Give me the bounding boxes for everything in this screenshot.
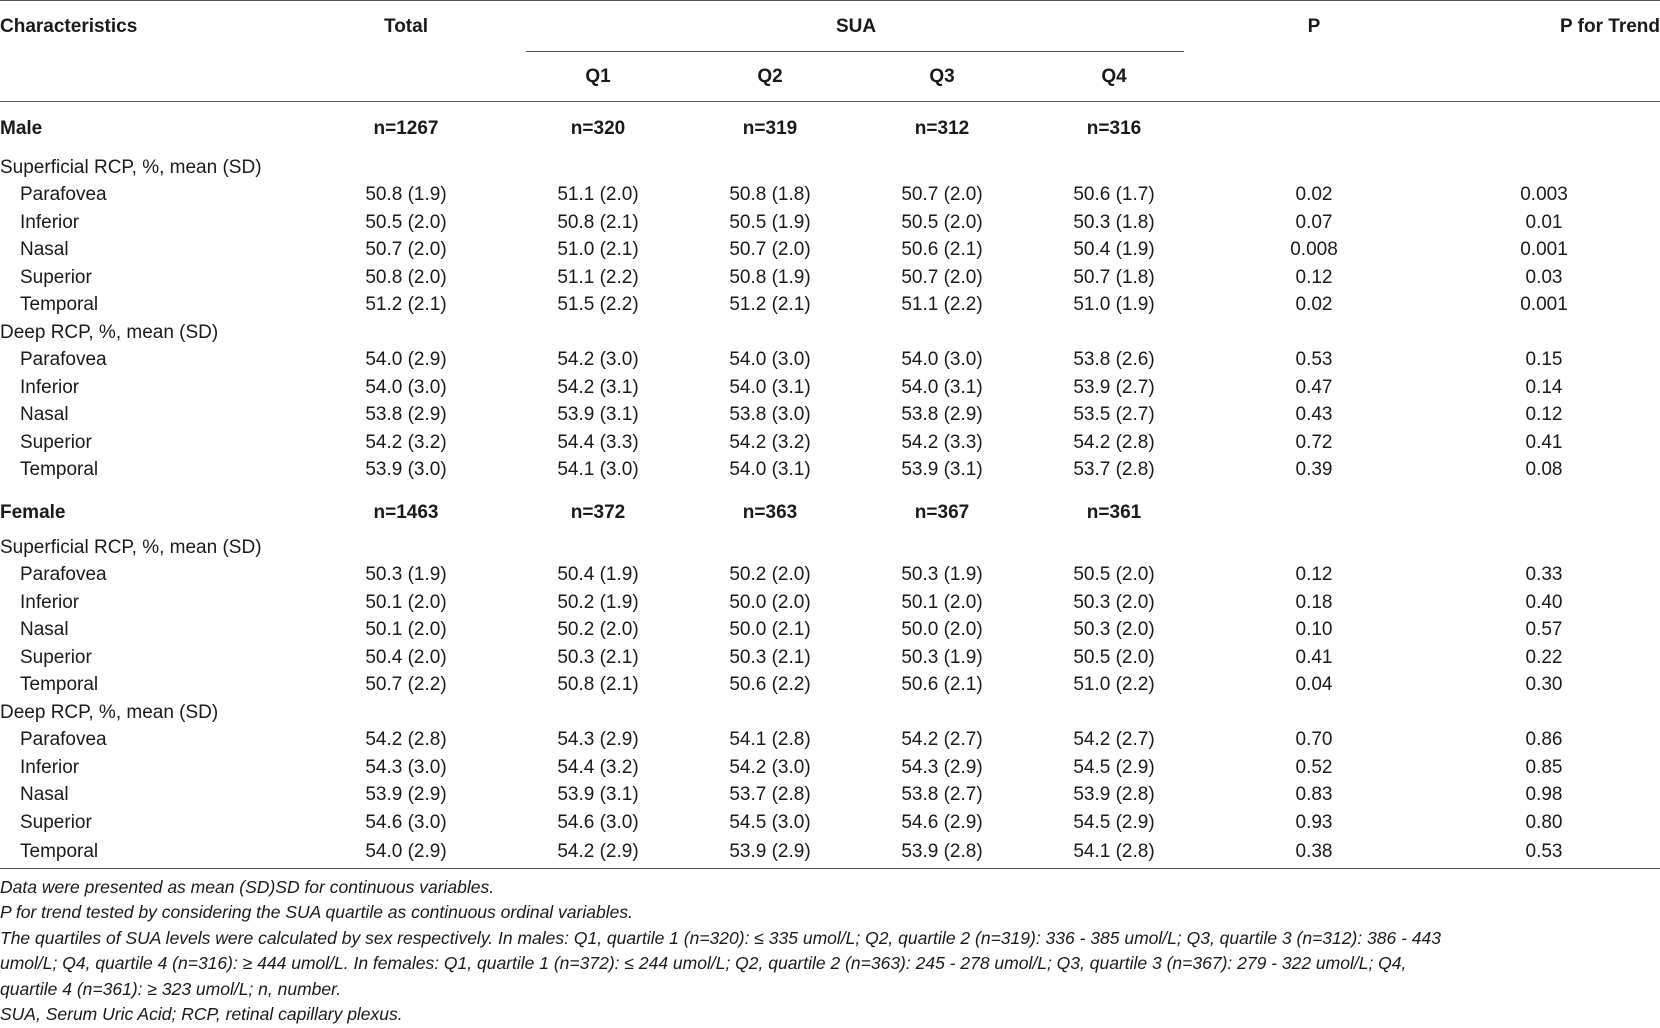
q4-cell: 50.6 (1.7) <box>1028 182 1200 210</box>
header-q3: Q3 <box>856 52 1028 102</box>
row-label: Superior <box>0 644 300 672</box>
empty-cell <box>1028 534 1200 562</box>
table-row <box>0 292 1660 320</box>
q1-cell: 50.2 (2.0) <box>512 617 684 645</box>
empty-cell <box>512 319 684 347</box>
total-cell: 50.8 (2.0) <box>300 264 512 292</box>
header-characteristics: Characteristics <box>0 1 300 53</box>
q4-cell: 53.9 (2.7) <box>1028 374 1200 402</box>
total-cell: 53.8 (2.9) <box>300 402 512 430</box>
q4-cell: 54.2 (2.7) <box>1028 727 1200 755</box>
table-notes <box>0 869 1460 1028</box>
p-trend-cell: 0.41 <box>1428 429 1660 457</box>
p-trend-cell: 0.53 <box>1428 837 1660 869</box>
table-row <box>0 589 1660 617</box>
header-blank <box>300 52 512 102</box>
q2-cell: 51.2 (2.1) <box>684 292 856 320</box>
group-row <box>0 484 1660 534</box>
total-cell: 54.0 (2.9) <box>300 347 512 375</box>
table-row <box>0 644 1660 672</box>
total-cell: 50.7 (2.2) <box>300 672 512 700</box>
row-label: Inferior <box>0 209 300 237</box>
q3-cell: 50.6 (2.1) <box>856 237 1028 265</box>
p-value-cell: 0.38 <box>1200 837 1428 869</box>
note-line: SUA, Serum Uric Acid; RCP, retinal capillary plexus. <box>0 1002 1460 1028</box>
group-total-n: n=1267 <box>300 102 512 155</box>
row-label: Nasal <box>0 617 300 645</box>
q1-cell: 53.9 (3.1) <box>512 402 684 430</box>
q3-cell: 54.2 (2.7) <box>856 727 1028 755</box>
q4-cell: 54.5 (2.9) <box>1028 754 1200 782</box>
q3-cell: 53.9 (3.1) <box>856 457 1028 485</box>
q2-cell: 50.3 (2.1) <box>684 644 856 672</box>
q1-cell: 51.0 (2.1) <box>512 237 684 265</box>
header-blank <box>1428 52 1660 102</box>
q2-cell: 54.5 (3.0) <box>684 809 856 837</box>
q1-cell: 54.3 (2.9) <box>512 727 684 755</box>
p-value-cell: 0.07 <box>1200 209 1428 237</box>
total-cell: 54.3 (3.0) <box>300 754 512 782</box>
q2-cell: 50.6 (2.2) <box>684 672 856 700</box>
q4-cell: 50.3 (2.0) <box>1028 617 1200 645</box>
table-row <box>0 264 1660 292</box>
q1-cell: 54.2 (2.9) <box>512 837 684 869</box>
group-q4-n: n=316 <box>1028 102 1200 155</box>
p-value-cell: 0.39 <box>1200 457 1428 485</box>
row-label: Inferior <box>0 754 300 782</box>
section-label: Superficial RCP, %, mean (SD) <box>0 534 512 562</box>
table-row <box>0 837 1660 869</box>
q1-cell: 50.3 (2.1) <box>512 644 684 672</box>
q4-cell: 50.7 (1.8) <box>1028 264 1200 292</box>
header-total: Total <box>300 1 512 53</box>
header-p: P <box>1200 1 1428 53</box>
q3-cell: 50.3 (1.9) <box>856 562 1028 590</box>
empty-cell <box>856 154 1028 182</box>
total-cell: 50.5 (2.0) <box>300 209 512 237</box>
q4-cell: 54.2 (2.8) <box>1028 429 1200 457</box>
q2-cell: 50.7 (2.0) <box>684 237 856 265</box>
table-row <box>0 182 1660 210</box>
q4-cell: 54.1 (2.8) <box>1028 837 1200 869</box>
p-value-cell: 0.70 <box>1200 727 1428 755</box>
empty-cell <box>684 699 856 727</box>
empty-cell <box>1200 699 1428 727</box>
q3-cell: 54.3 (2.9) <box>856 754 1028 782</box>
total-cell: 50.4 (2.0) <box>300 644 512 672</box>
q1-cell: 50.4 (1.9) <box>512 562 684 590</box>
q1-cell: 54.2 (3.0) <box>512 347 684 375</box>
row-label: Parafovea <box>0 727 300 755</box>
q2-cell: 50.8 (1.8) <box>684 182 856 210</box>
p-trend-cell: 0.12 <box>1428 402 1660 430</box>
group-q3-n: n=312 <box>856 102 1028 155</box>
q2-cell: 54.0 (3.0) <box>684 347 856 375</box>
section-row <box>0 699 1660 727</box>
p-value-cell: 0.52 <box>1200 754 1428 782</box>
table-row <box>0 402 1660 430</box>
p-trend-cell: 0.30 <box>1428 672 1660 700</box>
empty-cell <box>1200 534 1428 562</box>
p-trend-cell: 0.03 <box>1428 264 1660 292</box>
empty-cell <box>684 319 856 347</box>
q3-cell: 51.1 (2.2) <box>856 292 1028 320</box>
q4-cell: 54.5 (2.9) <box>1028 809 1200 837</box>
q2-cell: 54.1 (2.8) <box>684 727 856 755</box>
table-row <box>0 374 1660 402</box>
p-trend-cell: 0.14 <box>1428 374 1660 402</box>
table-header <box>0 1 1660 102</box>
q1-cell: 50.8 (2.1) <box>512 209 684 237</box>
p-value-cell: 0.04 <box>1200 672 1428 700</box>
q3-cell: 54.2 (3.3) <box>856 429 1028 457</box>
table-row <box>0 782 1660 810</box>
empty-cell <box>1028 699 1200 727</box>
empty-cell <box>1428 102 1660 155</box>
p-trend-cell: 0.85 <box>1428 754 1660 782</box>
q1-cell: 51.1 (2.0) <box>512 182 684 210</box>
empty-cell <box>1428 484 1660 534</box>
q2-cell: 53.8 (3.0) <box>684 402 856 430</box>
p-value-cell: 0.43 <box>1200 402 1428 430</box>
header-sua <box>512 1 1200 53</box>
p-value-cell: 0.12 <box>1200 562 1428 590</box>
empty-cell <box>512 699 684 727</box>
empty-cell <box>1200 319 1428 347</box>
p-value-cell: 0.18 <box>1200 589 1428 617</box>
section-label: Deep RCP, %, mean (SD) <box>0 699 512 727</box>
group-total-n: n=1463 <box>300 484 512 534</box>
p-value-cell: 0.12 <box>1200 264 1428 292</box>
p-trend-cell: 0.08 <box>1428 457 1660 485</box>
q1-cell: 54.6 (3.0) <box>512 809 684 837</box>
empty-cell <box>1428 154 1660 182</box>
p-value-cell: 0.93 <box>1200 809 1428 837</box>
q3-cell: 53.8 (2.9) <box>856 402 1028 430</box>
group-q2-n: n=363 <box>684 484 856 534</box>
q1-cell: 50.8 (2.1) <box>512 672 684 700</box>
empty-cell <box>512 534 684 562</box>
row-label: Parafovea <box>0 562 300 590</box>
total-cell: 53.9 (3.0) <box>300 457 512 485</box>
q4-cell: 53.5 (2.7) <box>1028 402 1200 430</box>
total-cell: 54.0 (2.9) <box>300 837 512 869</box>
q2-cell: 54.0 (3.1) <box>684 374 856 402</box>
q4-cell: 50.3 (2.0) <box>1028 589 1200 617</box>
q3-cell: 53.9 (2.8) <box>856 837 1028 869</box>
q3-cell: 54.6 (2.9) <box>856 809 1028 837</box>
q1-cell: 54.4 (3.3) <box>512 429 684 457</box>
q3-cell: 50.6 (2.1) <box>856 672 1028 700</box>
q4-cell: 51.0 (1.9) <box>1028 292 1200 320</box>
header-sua-label: SUA <box>836 16 876 37</box>
row-label: Inferior <box>0 374 300 402</box>
row-label: Temporal <box>0 837 300 869</box>
p-value-cell: 0.72 <box>1200 429 1428 457</box>
total-cell: 53.9 (2.9) <box>300 782 512 810</box>
total-cell: 54.2 (2.8) <box>300 727 512 755</box>
q4-cell: 53.7 (2.8) <box>1028 457 1200 485</box>
total-cell: 50.8 (1.9) <box>300 182 512 210</box>
p-value-cell: 0.47 <box>1200 374 1428 402</box>
note-line: P for trend tested by considering the SUA quartile as continuous ordinal variables. <box>0 900 1460 926</box>
p-value-cell: 0.008 <box>1200 237 1428 265</box>
q3-cell: 50.1 (2.0) <box>856 589 1028 617</box>
total-cell: 50.1 (2.0) <box>300 617 512 645</box>
empty-cell <box>856 319 1028 347</box>
q3-cell: 50.7 (2.0) <box>856 264 1028 292</box>
table-row <box>0 457 1660 485</box>
q3-cell: 50.7 (2.0) <box>856 182 1028 210</box>
table-row <box>0 209 1660 237</box>
group-q2-n: n=319 <box>684 102 856 155</box>
row-label: Nasal <box>0 237 300 265</box>
table-row <box>0 562 1660 590</box>
q3-cell: 54.0 (3.0) <box>856 347 1028 375</box>
q4-cell: 50.3 (1.8) <box>1028 209 1200 237</box>
group-q1-n: n=320 <box>512 102 684 155</box>
header-q1: Q1 <box>512 52 684 102</box>
empty-cell <box>1028 154 1200 182</box>
row-label: Superior <box>0 809 300 837</box>
note-line: The quartiles of SUA levels were calculated by sex respectively. In males: Q1, quartile 1 (n=320): ≤ 335 umol/L; Q2, quartile 2 (n=319): 336 - 385 umol/L; Q3, quartile 3 (n=312): 386 - 443 umol/L; Q4, quartile 4 (n=316): ≥ 444 umol/L. In females: Q1, quartile 1 (n=372): ≤ 244 umol/L; Q2, quartile 2 (n=363): 245 - 278 umol/L; Q3, quartile 3 (n=367): 279 - 322 umol/L; Q4, quartile 4 (n=361): ≥ 323 umol/L; n, number. <box>0 926 1460 1003</box>
p-trend-cell: 0.40 <box>1428 589 1660 617</box>
table-row <box>0 237 1660 265</box>
q1-cell: 51.5 (2.2) <box>512 292 684 320</box>
header-blank <box>0 52 300 102</box>
q2-cell: 53.7 (2.8) <box>684 782 856 810</box>
q3-cell: 53.8 (2.7) <box>856 782 1028 810</box>
row-label: Parafovea <box>0 347 300 375</box>
row-label: Superior <box>0 264 300 292</box>
section-row <box>0 534 1660 562</box>
q3-cell: 50.0 (2.0) <box>856 617 1028 645</box>
empty-cell <box>1428 699 1660 727</box>
q4-cell: 53.8 (2.6) <box>1028 347 1200 375</box>
group-row <box>0 102 1660 155</box>
p-trend-cell: 0.98 <box>1428 782 1660 810</box>
q2-cell: 50.0 (2.1) <box>684 617 856 645</box>
q4-cell: 50.5 (2.0) <box>1028 562 1200 590</box>
empty-cell <box>856 534 1028 562</box>
section-row <box>0 154 1660 182</box>
empty-cell <box>512 154 684 182</box>
table-row <box>0 347 1660 375</box>
p-trend-cell: 0.001 <box>1428 237 1660 265</box>
total-cell: 54.6 (3.0) <box>300 809 512 837</box>
row-label: Temporal <box>0 457 300 485</box>
q2-cell: 50.2 (2.0) <box>684 562 856 590</box>
empty-cell <box>684 154 856 182</box>
q1-cell: 54.1 (3.0) <box>512 457 684 485</box>
p-trend-cell: 0.001 <box>1428 292 1660 320</box>
p-value-cell: 0.02 <box>1200 182 1428 210</box>
row-label: Temporal <box>0 672 300 700</box>
empty-cell <box>1200 102 1428 155</box>
row-label: Parafovea <box>0 182 300 210</box>
q4-cell: 50.5 (2.0) <box>1028 644 1200 672</box>
empty-cell <box>1200 484 1428 534</box>
empty-cell <box>856 699 1028 727</box>
table-row <box>0 617 1660 645</box>
row-label: Nasal <box>0 402 300 430</box>
p-value-cell: 0.02 <box>1200 292 1428 320</box>
section-label: Deep RCP, %, mean (SD) <box>0 319 512 347</box>
q2-cell: 53.9 (2.9) <box>684 837 856 869</box>
table-body <box>0 102 1660 869</box>
total-cell: 50.7 (2.0) <box>300 237 512 265</box>
q4-cell: 51.0 (2.2) <box>1028 672 1200 700</box>
group-q1-n: n=372 <box>512 484 684 534</box>
section-label: Superficial RCP, %, mean (SD) <box>0 154 512 182</box>
q2-cell: 54.2 (3.0) <box>684 754 856 782</box>
p-value-cell: 0.41 <box>1200 644 1428 672</box>
total-cell: 54.2 (3.2) <box>300 429 512 457</box>
p-trend-cell: 0.003 <box>1428 182 1660 210</box>
q2-cell: 50.0 (2.0) <box>684 589 856 617</box>
header-q2: Q2 <box>684 52 856 102</box>
p-trend-cell: 0.01 <box>1428 209 1660 237</box>
empty-cell <box>1200 154 1428 182</box>
empty-cell <box>1428 534 1660 562</box>
header-q4: Q4 <box>1028 52 1200 102</box>
q4-cell: 50.4 (1.9) <box>1028 237 1200 265</box>
group-q4-n: n=361 <box>1028 484 1200 534</box>
q2-cell: 54.0 (3.1) <box>684 457 856 485</box>
p-value-cell: 0.83 <box>1200 782 1428 810</box>
p-trend-cell: 0.15 <box>1428 347 1660 375</box>
q2-cell: 50.5 (1.9) <box>684 209 856 237</box>
p-trend-cell: 0.80 <box>1428 809 1660 837</box>
row-label: Temporal <box>0 292 300 320</box>
p-trend-cell: 0.33 <box>1428 562 1660 590</box>
note-line: Data were presented as mean (SD)SD for continuous variables. <box>0 875 1460 901</box>
q1-cell: 54.2 (3.1) <box>512 374 684 402</box>
section-row <box>0 319 1660 347</box>
q4-cell: 53.9 (2.8) <box>1028 782 1200 810</box>
p-trend-cell: 0.22 <box>1428 644 1660 672</box>
p-value-cell: 0.10 <box>1200 617 1428 645</box>
q3-cell: 50.3 (1.9) <box>856 644 1028 672</box>
q1-cell: 53.9 (3.1) <box>512 782 684 810</box>
total-cell: 50.3 (1.9) <box>300 562 512 590</box>
header-p-trend: P for Trend <box>1428 1 1660 53</box>
q1-cell: 51.1 (2.2) <box>512 264 684 292</box>
q1-cell: 54.4 (3.2) <box>512 754 684 782</box>
table-row <box>0 727 1660 755</box>
q2-cell: 50.8 (1.9) <box>684 264 856 292</box>
row-label: Superior <box>0 429 300 457</box>
group-q3-n: n=367 <box>856 484 1028 534</box>
q3-cell: 50.5 (2.0) <box>856 209 1028 237</box>
q2-cell: 54.2 (3.2) <box>684 429 856 457</box>
p-trend-cell: 0.86 <box>1428 727 1660 755</box>
header-blank <box>1200 52 1428 102</box>
total-cell: 50.1 (2.0) <box>300 589 512 617</box>
p-trend-cell: 0.57 <box>1428 617 1660 645</box>
q1-cell: 50.2 (1.9) <box>512 589 684 617</box>
group-label: Female <box>0 484 300 534</box>
table-row <box>0 672 1660 700</box>
empty-cell <box>1028 319 1200 347</box>
empty-cell <box>684 534 856 562</box>
q3-cell: 54.0 (3.1) <box>856 374 1028 402</box>
table-row <box>0 429 1660 457</box>
empty-cell <box>1428 319 1660 347</box>
table-row <box>0 809 1660 837</box>
row-label: Nasal <box>0 782 300 810</box>
total-cell: 54.0 (3.0) <box>300 374 512 402</box>
p-value-cell: 0.53 <box>1200 347 1428 375</box>
table-row <box>0 754 1660 782</box>
group-label: Male <box>0 102 300 155</box>
total-cell: 51.2 (2.1) <box>300 292 512 320</box>
row-label: Inferior <box>0 589 300 617</box>
sua-underline <box>526 51 1184 52</box>
